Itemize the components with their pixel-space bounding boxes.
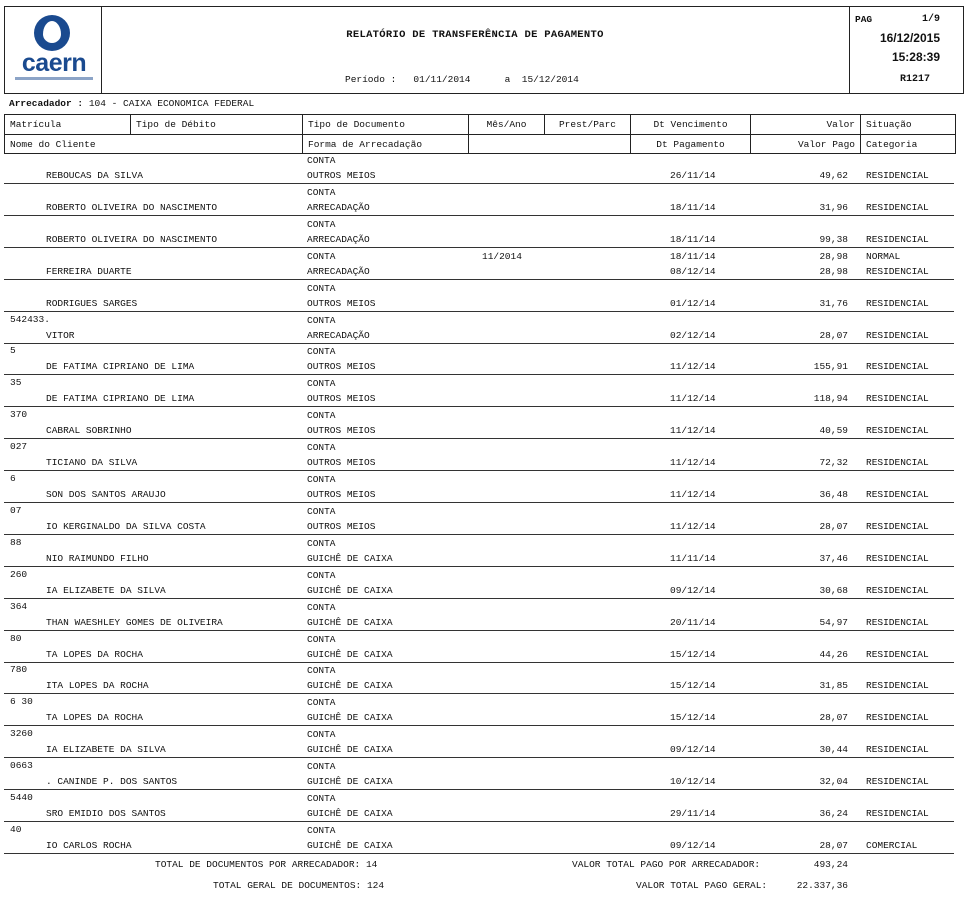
table-row [4,407,954,439]
row-valor-pago: 28,07 [819,520,848,532]
report-date: 16/12/2015 [879,31,940,45]
row-valor-pago: 31,76 [819,297,848,309]
table-row [4,471,954,503]
row-dt-pagamento: 10/12/14 [670,776,716,788]
row-forma-arrecadacao: GUICHÊ DE CAIXA [307,616,393,628]
arrecadador-value: 104 - CAIXA ECONOMICA FEDERAL [88,98,255,109]
page-number: 1/9 [921,14,940,25]
row-tipo-documento: CONTA [307,442,336,454]
row-valor-pago: 36,48 [819,489,848,500]
total-valor-geral [636,880,767,891]
row-forma-arrecadacao: GUICHÊ DE CAIXA [307,712,393,724]
logo-drop-icon [34,15,70,51]
table-row [4,280,954,312]
row-tipo-documento: CONTA [307,346,336,358]
row-forma-arrecadacao: OUTROS MEIOS [307,489,376,500]
row-categoria: RESIDENCIAL [866,680,929,692]
page-info [849,7,964,93]
table-row [4,790,954,822]
row-forma-arrecadacao: ARRECADAÇÃO [307,329,370,341]
row-dt-pagamento: 09/12/14 [670,744,716,756]
row-tipo-documento: CONTA [307,569,336,581]
row-tipo-documento: CONTA [307,505,336,517]
table-row [4,694,954,726]
row-categoria: RESIDENCIAL [866,425,929,437]
col-matricula: Matrícula [5,115,131,134]
table-row [4,599,954,631]
col-tipo-debito: Tipo de Débito [131,115,303,134]
table-row [4,216,954,248]
row-dt-pagamento: 11/12/14 [670,425,716,437]
total-docs-arrecadador-label: TOTAL DE DOCUMENTOS POR ARRECADADOR: [155,859,361,870]
row-matricula: 027 [10,441,28,453]
row-valor-pago: 28,98 [819,265,848,277]
row-categoria: RESIDENCIAL [866,170,929,181]
row-tipo-documento: CONTA [307,633,336,645]
total-valor-geral-label: VALOR TOTAL PAGO GERAL: [636,880,768,891]
total-valor-arrecadador [572,859,760,870]
period-label: Período : [345,74,397,85]
row-valor-pago: 72,32 [819,457,848,469]
row-valor-pago: 99,38 [819,233,848,245]
row-nome-cliente: IA ELIZABETE DA SILVA [46,744,166,756]
row-dt-pagamento: 11/12/14 [670,489,716,500]
row-forma-arrecadacao: GUICHÊ DE CAIXA [307,584,393,596]
table-row [4,726,954,758]
row-tipo-documento: CONTA [307,282,336,294]
row-tipo-documento: CONTA [307,474,336,485]
row-forma-arrecadacao: OUTROS MEIOS [307,520,376,532]
report-header [4,6,964,94]
row-forma-arrecadacao: GUICHÊ DE CAIXA [307,808,393,819]
row-forma-arrecadacao: OUTROS MEIOS [307,361,376,373]
row-tipo-documento: CONTA [307,378,336,390]
row-tipo-documento: CONTA [307,824,336,836]
row-valor-pago: 40,59 [819,425,848,437]
row-valor-pago: 31,85 [819,680,848,692]
row-nome-cliente: TA LOPES DA ROCHA [46,712,143,724]
row-nome-cliente: TICIANO DA SILVA [46,457,138,469]
row-tipo-documento: CONTA [307,314,336,326]
row-tipo-documento: CONTA [307,729,336,741]
row-valor-pago: 31,96 [819,201,848,213]
logo-text: caern [21,49,87,77]
row-valor-pago: 28,07 [819,329,848,341]
table-row [4,503,954,535]
row-dt-pagamento: 11/12/14 [670,520,716,532]
row-tipo-documento: CONTA [307,250,336,262]
row-dt-pagamento: 29/11/14 [670,808,716,819]
row-valor: 28,98 [819,250,848,262]
row-dt-pagamento: 18/11/14 [670,233,716,245]
row-dt-pagamento: 15/12/14 [670,712,716,724]
col-dt-pagamento: Dt Pagamento [631,135,751,154]
row-matricula: 542433. [10,313,50,325]
col-mes-ano: Mês/Ano [469,115,545,134]
logo-underline [15,77,93,80]
row-valor-pago: 28,07 [819,712,848,724]
row-categoria: RESIDENCIAL [866,329,929,341]
row-matricula: 364 [10,600,28,612]
row-nome-cliente: REBOUCAS DA SILVA [46,170,143,181]
row-forma-arrecadacao: ARRECADAÇÃO [307,233,370,245]
report-code: R1217 [899,74,930,85]
table-row [4,631,954,663]
row-forma-arrecadacao: OUTROS MEIOS [307,297,376,309]
table-row [4,758,954,790]
row-categoria: RESIDENCIAL [866,712,929,724]
row-nome-cliente: . CANINDE P. DOS SANTOS [46,776,178,788]
total-docs-arrecadador [155,859,377,870]
row-nome-cliente: DE FATIMA CIPRIANO DE LIMA [46,393,195,405]
row-nome-cliente: RODRIGUES SARGES [46,297,138,309]
row-forma-arrecadacao: OUTROS MEIOS [307,393,376,405]
row-valor-pago: 37,46 [819,552,848,564]
row-categoria: RESIDENCIAL [866,616,929,628]
row-categoria: RESIDENCIAL [866,489,929,500]
row-tipo-documento: CONTA [307,537,336,549]
table-row [4,343,954,375]
row-valor-pago: 155,91 [813,361,848,373]
row-tipo-documento: CONTA [307,186,336,198]
row-categoria: RESIDENCIAL [866,361,929,373]
period-separator: a [504,74,511,85]
row-dt-pagamento: 11/12/14 [670,361,716,373]
row-nome-cliente: SRO EMIDIO DOS SANTOS [46,808,166,819]
row-forma-arrecadacao: GUICHÊ DE CAIXA [307,776,393,788]
total-docs-geral-label: TOTAL GERAL DE DOCUMENTOS: [213,880,362,891]
table-row [4,184,954,216]
total-docs-arrecadador-value: 14 [365,859,378,870]
col-dt-vencimento: Dt Vencimento [631,115,751,134]
row-categoria: RESIDENCIAL [866,233,929,245]
row-tipo-documento: CONTA [307,155,336,166]
row-matricula: 6 [10,473,16,484]
row-nome-cliente: NIO RAIMUNDO FILHO [46,552,149,564]
row-nome-cliente: ROBERTO OLIVEIRA DO NASCIMENTO [46,201,218,213]
row-forma-arrecadacao: OUTROS MEIOS [307,425,376,437]
row-situacao: NORMAL [866,250,901,262]
row-tipo-documento: CONTA [307,793,336,804]
row-divider [4,853,954,854]
row-matricula: 260 [10,568,28,580]
row-categoria: RESIDENCIAL [866,648,929,660]
arrecadador-line [9,98,254,109]
row-forma-arrecadacao: GUICHÊ DE CAIXA [307,839,393,851]
row-categoria: COMERCIAL [866,839,918,851]
row-nome-cliente: THAN WAESHLEY GOMES DE OLIVEIRA [46,616,223,628]
row-forma-arrecadacao: GUICHÊ DE CAIXA [307,744,393,756]
row-nome-cliente: FERREIRA DUARTE [46,265,132,277]
table-row [4,248,954,280]
row-forma-arrecadacao: GUICHÊ DE CAIXA [307,680,393,692]
row-forma-arrecadacao: OUTROS MEIOS [307,170,376,181]
row-categoria: RESIDENCIAL [866,584,929,596]
total-valor-arrecadador-label: VALOR TOTAL PAGO POR ARRECADADOR: [572,859,761,870]
row-nome-cliente: DE FATIMA CIPRIANO DE LIMA [46,361,195,373]
row-matricula: 07 [10,504,22,516]
row-nome-cliente: IO CARLOS ROCHA [46,839,132,851]
row-categoria: RESIDENCIAL [866,457,929,469]
row-forma-arrecadacao: GUICHÊ DE CAIXA [307,552,393,564]
table-row [4,439,954,471]
row-dt-pagamento: 11/12/14 [670,393,716,405]
period-start: 01/11/2014 [413,74,471,85]
row-mes-ano: 11/2014 [482,250,522,262]
row-dt-pagamento: 01/12/14 [670,297,716,309]
row-matricula: 5440 [10,792,33,803]
row-dt-pagamento: 11/11/14 [670,552,716,564]
total-valor-arrecadador-value: 493,24 [813,859,848,870]
report-period [345,74,579,85]
table-row [4,662,954,694]
table-row [4,312,954,344]
row-matricula: 3260 [10,728,33,740]
table-header [4,114,956,154]
row-valor-pago: 32,04 [819,776,848,788]
col-situacao: Situação [866,119,912,130]
row-forma-arrecadacao: OUTROS MEIOS [307,457,376,469]
row-matricula: 40 [10,823,22,835]
col-prest-parc: Prest/Parc [545,115,631,134]
row-forma-arrecadacao: ARRECADAÇÃO [307,201,370,213]
row-dt-pagamento: 15/12/14 [670,648,716,660]
row-forma-arrecadacao: GUICHÊ DE CAIXA [307,648,393,660]
row-valor-pago: 54,97 [819,616,848,628]
row-dt-pagamento: 09/12/14 [670,584,716,596]
row-matricula: 6 30 [10,696,33,708]
table-row [4,567,954,599]
table-row [4,535,954,567]
row-valor-pago: 30,44 [819,744,848,756]
row-dt-pagamento: 18/11/14 [670,201,716,213]
header-row-1 [5,115,955,134]
col-tipo-documento: Tipo de Documento [303,115,469,134]
report-title: RELATÓRIO DE TRANSFERÊNCIA DE PAGAMENTO [346,29,604,41]
row-tipo-documento: CONTA [307,665,336,677]
row-matricula: 80 [10,632,22,644]
col-valor: Valor [751,115,861,134]
period-end: 15/12/2014 [521,74,579,85]
row-categoria: RESIDENCIAL [866,297,929,309]
row-matricula: 780 [10,664,28,676]
row-categoria: RESIDENCIAL [866,265,929,277]
row-categoria: RESIDENCIAL [866,552,929,564]
row-valor-pago: 49,62 [819,170,848,181]
row-tipo-documento: CONTA [307,761,336,773]
report-time: 15:28:39 [891,50,940,64]
total-docs-geral [213,880,384,891]
row-valor-pago: 36,24 [819,808,848,819]
row-dt-pagamento: 02/12/14 [670,329,716,341]
row-matricula: 5 [10,345,16,357]
row-dt-pagamento: 26/11/14 [670,170,716,181]
page-label: PAG [855,14,873,25]
arrecadador-label: Arrecadador : [9,98,84,109]
row-nome-cliente: ITA LOPES DA ROCHA [46,680,149,692]
company-logo [5,7,102,93]
row-tipo-documento: CONTA [307,410,336,422]
row-matricula: 88 [10,536,22,548]
col-categoria: Categoria [866,139,918,150]
row-dt-pagamento: 09/12/14 [670,839,716,851]
total-docs-geral-value: 124 [366,880,385,891]
row-dt-pagamento: 11/12/14 [670,457,716,469]
table-row [4,822,954,854]
row-valor-pago: 30,68 [819,584,848,596]
table-row [4,375,954,407]
row-nome-cliente: IA ELIZABETE DA SILVA [46,584,166,596]
row-nome-cliente: TA LOPES DA ROCHA [46,648,143,660]
col-nome-cliente: Nome do Cliente [5,135,303,154]
row-categoria: RESIDENCIAL [866,744,929,756]
row-categoria: RESIDENCIAL [866,776,929,788]
row-categoria: RESIDENCIAL [866,520,929,532]
total-valor-geral-value: 22.337,36 [796,880,848,891]
row-forma-arrecadacao: ARRECADAÇÃO [307,265,370,277]
header-row-2 [5,134,955,154]
row-categoria: RESIDENCIAL [866,201,929,213]
row-dt-vencimento: 18/11/14 [670,250,716,262]
row-nome-cliente: ROBERTO OLIVEIRA DO NASCIMENTO [46,233,218,245]
row-nome-cliente: CABRAL SOBRINHO [46,425,132,437]
row-matricula: 370 [10,409,28,421]
row-categoria: RESIDENCIAL [866,393,929,405]
row-dt-pagamento: 15/12/14 [670,680,716,692]
row-matricula: 0663 [10,760,33,772]
row-dt-pagamento: 08/12/14 [670,265,716,277]
col-valor-pago: Valor Pago [751,135,861,154]
row-valor-pago: 44,26 [819,648,848,660]
row-nome-cliente: IO KERGINALDO DA SILVA COSTA [46,520,206,532]
row-nome-cliente: VITOR [46,329,75,341]
table-row [4,152,954,184]
row-valor-pago: 118,94 [813,393,848,405]
col-forma-arrecadacao: Forma de Arrecadação [303,135,469,154]
row-nome-cliente: SON DOS SANTOS ARAUJO [46,489,166,500]
row-tipo-documento: CONTA [307,601,336,613]
row-tipo-documento: CONTA [307,218,336,230]
row-matricula: 35 [10,377,22,389]
row-dt-pagamento: 20/11/14 [670,616,716,628]
row-categoria: RESIDENCIAL [866,808,929,819]
row-tipo-documento: CONTA [307,697,336,709]
row-valor-pago: 28,07 [819,839,848,851]
